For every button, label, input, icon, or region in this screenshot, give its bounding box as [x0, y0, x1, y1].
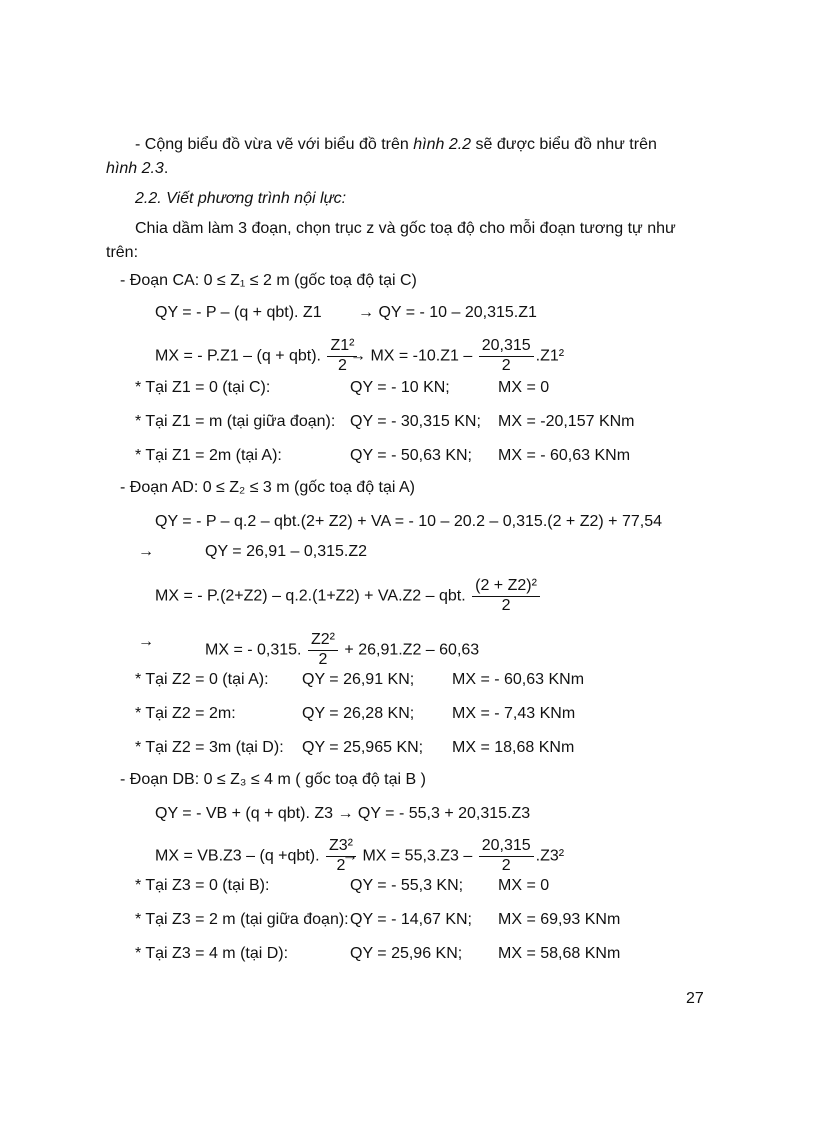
ad-qy-expression: QY = - P – q.2 – qbt.(2+ Z2) + VA = - 10 – 20.2 – 0,315.(2 + Z2) + 77,54	[155, 513, 662, 530]
figure-ref: hình 2.2	[413, 136, 472, 153]
db-mx-result	[342, 838, 564, 875]
segment-db-header: - Đoạn DB: 0 ≤ Z₃ ≤ 4 m ( gốc toạ độ tại B )	[120, 771, 426, 788]
ca-mx-result-right: .Z1²	[535, 347, 565, 365]
intro-line-1	[135, 135, 657, 155]
db-row-label: * Tại Z3 = 4 m (tại D):	[135, 945, 289, 962]
db-row-label: * Tại Z3 = 0 (tại B):	[135, 877, 270, 894]
ca-row-label: * Tại Z1 = 0 (tại C):	[135, 379, 271, 396]
segment-ad-header: - Đoạn AD: 0 ≤ Z₂ ≤ 3 m (gốc toạ độ tại A)	[120, 479, 416, 496]
ca-row-qy: QY = - 50,63 KN;	[350, 447, 472, 464]
ad-row-mx: MX = - 60,63 KNm	[452, 671, 585, 688]
ca-row-label: * Tại Z1 = m (tại giữa đoạn):	[135, 413, 336, 430]
db-qy-expression: QY = - VB + (q + qbt). Z3 → QY = - 55,3 + 20,315.Z3	[155, 805, 531, 822]
ca-row-mx: MX = -20,157 KNm	[498, 413, 635, 430]
ca-mx-expression	[155, 338, 359, 375]
ad-mx-expression	[155, 578, 542, 615]
ca-mx-result-left: → MX = -10.Z1 –	[350, 347, 473, 365]
fraction-denominator: 2	[318, 650, 328, 668]
ad-mx-left: MX = - P.(2+Z2) – q.2.(1+Z2) + VA.Z2 – qbt.	[155, 587, 466, 605]
paragraph-line-1: Chia dầm làm 3 đoạn, chọn trục z và gốc toạ độ cho mỗi đoạn tương tự như	[135, 220, 676, 237]
ad-row-label: * Tại Z2 = 0 (tại A):	[135, 671, 269, 688]
ca-mx-result-fraction	[479, 338, 534, 375]
fraction-numerator: Z1²	[327, 338, 357, 357]
ca-row-mx: MX = - 60,63 KNm	[498, 447, 631, 464]
intro-line-2	[106, 159, 168, 179]
ca-qy-expression: QY = - P – (q + qbt). Z1	[155, 304, 322, 321]
ca-qy-result: → QY = - 10 – 20,315.Z1	[358, 304, 537, 321]
fraction-denominator: 2	[501, 596, 511, 614]
ad-mx-simplified	[205, 632, 479, 669]
paragraph-line-2: trên:	[106, 244, 139, 261]
ad-qy-simplified: QY = 26,91 – 0,315.Z2	[205, 543, 368, 560]
intro-text: .	[163, 160, 169, 177]
ad-row-qy: QY = 26,91 KN;	[302, 671, 415, 688]
ad-mx-simpl-left: MX = - 0,315.	[205, 641, 302, 659]
ad-row-qy: QY = 26,28 KN;	[302, 705, 415, 722]
ad-mx-fraction	[472, 578, 540, 615]
intro-text: - Cộng biểu đồ vừa vẽ với biểu đồ trên	[135, 136, 414, 153]
fraction-denominator: 2	[501, 856, 511, 874]
ad-row-mx: MX = 18,68 KNm	[452, 739, 575, 756]
fraction-numerator: 20,315	[479, 838, 534, 857]
fraction-numerator: 20,315	[479, 338, 534, 357]
implies-arrow: →	[138, 633, 154, 650]
db-mx-result-fraction	[479, 838, 534, 875]
ad-mx-simpl-fraction	[308, 632, 338, 669]
db-row-label: * Tại Z3 = 2 m (tại giữa đoạn):	[135, 911, 349, 928]
db-mx-result-right: .Z3²	[535, 847, 565, 865]
fraction-denominator: 2	[338, 356, 347, 374]
implies-arrow: →	[138, 543, 154, 560]
ca-row-qy: QY = - 10 KN;	[350, 379, 450, 396]
db-row-qy: QY = - 14,67 KN;	[350, 911, 472, 928]
ad-row-label: * Tại Z2 = 2m:	[135, 705, 236, 722]
ca-row-qy: QY = - 30,315 KN;	[350, 413, 481, 430]
ca-mx-left: MX = - P.Z1 – (q + qbt).	[155, 347, 321, 365]
fraction-numerator: (2 + Z2)²	[472, 578, 540, 597]
ad-row-qy: QY = 25,965 KN;	[302, 739, 424, 756]
db-mx-left: MX = VB.Z3 – (q +qbt).	[155, 847, 320, 865]
fraction-numerator: Z3²	[326, 838, 356, 857]
ad-row-mx: MX = - 7,43 KNm	[452, 705, 576, 722]
db-row-mx: MX = 58,68 KNm	[498, 945, 621, 962]
page-number: 27	[686, 990, 704, 1007]
ad-row-label: * Tại Z2 = 3m (tại D):	[135, 739, 284, 756]
db-mx-result-left: → MX = 55,3.Z3 –	[342, 847, 473, 865]
ca-row-mx: MX = 0	[498, 379, 550, 396]
intro-text: sẽ được biểu đồ như trên	[471, 136, 657, 153]
db-mx-expression	[155, 838, 358, 875]
fraction-denominator: 2	[501, 356, 511, 374]
fraction-numerator: Z2²	[308, 632, 338, 651]
ad-mx-simpl-right: + 26,91.Z2 – 60,63	[344, 641, 480, 659]
db-row-qy: QY = 25,96 KN;	[350, 945, 463, 962]
section-heading: 2.2. Viết phương trình nội lực:	[135, 190, 347, 207]
db-row-mx: MX = 69,93 KNm	[498, 911, 621, 928]
segment-ca-header: - Đoạn CA: 0 ≤ Z₁ ≤ 2 m (gốc toạ độ tại C)	[120, 272, 417, 289]
ca-mx-result	[350, 338, 564, 375]
figure-ref: hình 2.3	[106, 160, 164, 177]
db-row-qy: QY = - 55,3 KN;	[350, 877, 464, 894]
fraction-denominator: 2	[336, 856, 346, 874]
ca-row-label: * Tại Z1 = 2m (tại A):	[135, 447, 282, 464]
db-row-mx: MX = 0	[498, 877, 550, 894]
